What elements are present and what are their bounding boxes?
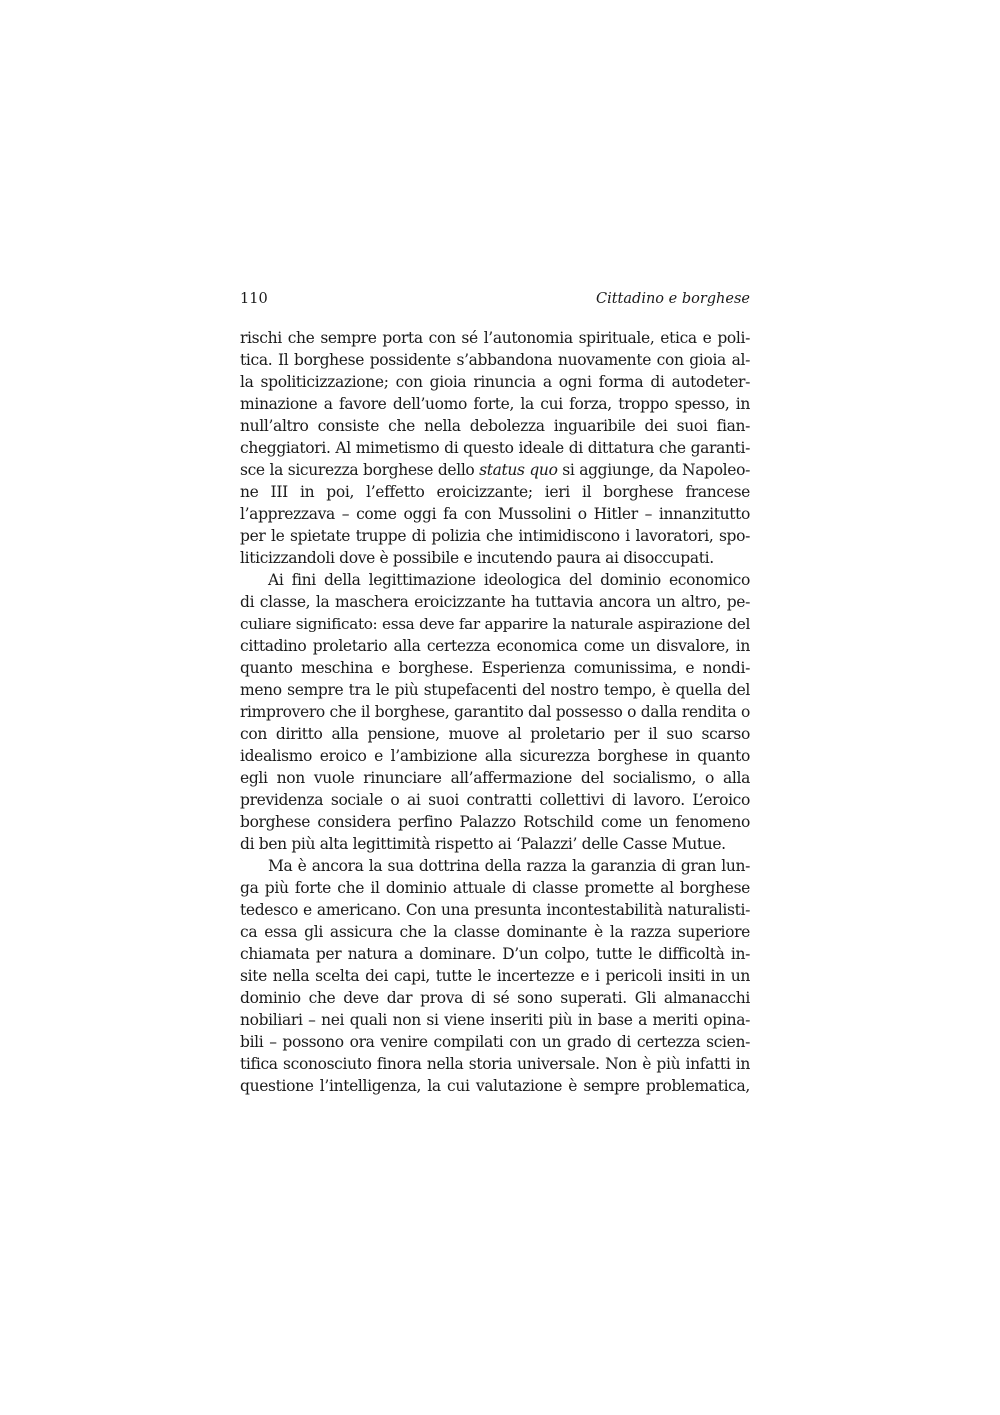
text-line: chiamata per natura a dominare. D’un colpo, tutte le difficoltà in-: [240, 945, 750, 963]
paragraph: [240, 855, 750, 1097]
text-line: rimprovero che il borghese, garantito dal possesso o dalla rendita o: [240, 703, 750, 721]
text-line: borghese considera perfino Palazzo Rotschild come un fenomeno: [240, 813, 750, 831]
text-line: nobiliari – nei quali non si viene inseriti più in base a meriti opina-: [240, 1011, 750, 1029]
text-line: sce la sicurezza borghese dello status quo si aggiunge, da Napoleo-: [240, 461, 750, 479]
text-line: site nella scelta dei capi, tutte le incertezze e i pericoli insiti in un: [240, 967, 750, 985]
text-line: Ai fini della legittimazione ideologica del dominio economico: [268, 571, 750, 589]
text-line: cheggiatori. Al mimetismo di questo ideale di dittatura che garanti-: [240, 439, 750, 457]
paragraph: [240, 327, 750, 569]
text-line: meno sempre tra le più stupefacenti del nostro tempo, è quella del: [240, 681, 750, 699]
text-line: null’altro consiste che nella debolezza inguaribile dei suoi fian-: [240, 417, 750, 435]
text-line: tica. Il borghese possidente s’abbandona nuovamente con gioia al-: [240, 351, 750, 369]
text-line: quanto meschina e borghese. Esperienza comunissima, e nondi-: [240, 659, 750, 677]
text-line: liticizzandoli dove è possibile e incutendo paura ai disoccupati.: [240, 549, 714, 567]
text-line: Ma è ancora la sua dottrina della razza la garanzia di gran lun-: [268, 857, 750, 875]
text-line: questione l’intelligenza, la cui valutazione è sempre problematica,: [240, 1077, 750, 1095]
text-line: cittadino proletario alla certezza economica come un disvalore, in: [240, 637, 750, 655]
text-line: minazione a favore dell’uomo forte, la cui forza, troppo spesso, in: [240, 395, 750, 413]
page-header: [240, 288, 750, 310]
text-line: culiare significato: essa deve far apparire la naturale aspirazione del: [240, 615, 750, 633]
text-line: bili – possono ora venire compilati con un grado di certezza scien-: [240, 1033, 750, 1051]
text-line: previdenza sociale o ai suoi contratti collettivi di lavoro. L’eroico: [240, 791, 750, 809]
text-line: egli non vuole rinunciare all’affermazione del socialismo, o alla: [240, 769, 750, 787]
paragraph: [240, 569, 750, 855]
text-line: l’apprezzava – come oggi fa con Mussolini o Hitler – innanzitutto: [240, 505, 750, 523]
text-line: tedesco e americano. Con una presunta incontestabilità naturalisti-: [240, 901, 750, 919]
text-line: ga più forte che il dominio attuale di classe promette al borghese: [240, 879, 750, 897]
text-line: di classe, la maschera eroicizzante ha tuttavia ancora un altro, pe-: [240, 593, 750, 611]
italic-term: status quo: [479, 461, 558, 479]
text-line: la spoliticizzazione; con gioia rinuncia a ogni forma di autodeter-: [240, 373, 750, 391]
text-line: di ben più alta legittimità rispetto ai ‘Palazzi’ delle Casse Mutue.: [240, 835, 726, 853]
body-text: [240, 327, 750, 1097]
text-line: dominio che deve dar prova di sé sono superati. Gli almanacchi: [240, 989, 750, 1007]
text-line: ca essa gli assicura che la classe dominante è la razza superiore: [240, 923, 750, 941]
text-line: idealismo eroico e l’ambizione alla sicurezza borghese in quanto: [240, 747, 750, 765]
text-line: per le spietate truppe di polizia che intimidiscono i lavoratori, spo-: [240, 527, 750, 545]
text-line: tifica sconosciuto finora nella storia universale. Non è più infatti in: [240, 1055, 750, 1073]
text-line: con diritto alla pensione, muove al proletario per il suo scarso: [240, 725, 750, 743]
running-title: Cittadino e borghese: [596, 291, 750, 307]
text-line: rischi che sempre porta con sé l’autonomia spirituale, etica e poli-: [240, 329, 750, 347]
text-line: ne III in poi, l’effetto eroicizzante; ieri il borghese francese: [240, 483, 750, 501]
page-number: 110: [240, 291, 268, 307]
